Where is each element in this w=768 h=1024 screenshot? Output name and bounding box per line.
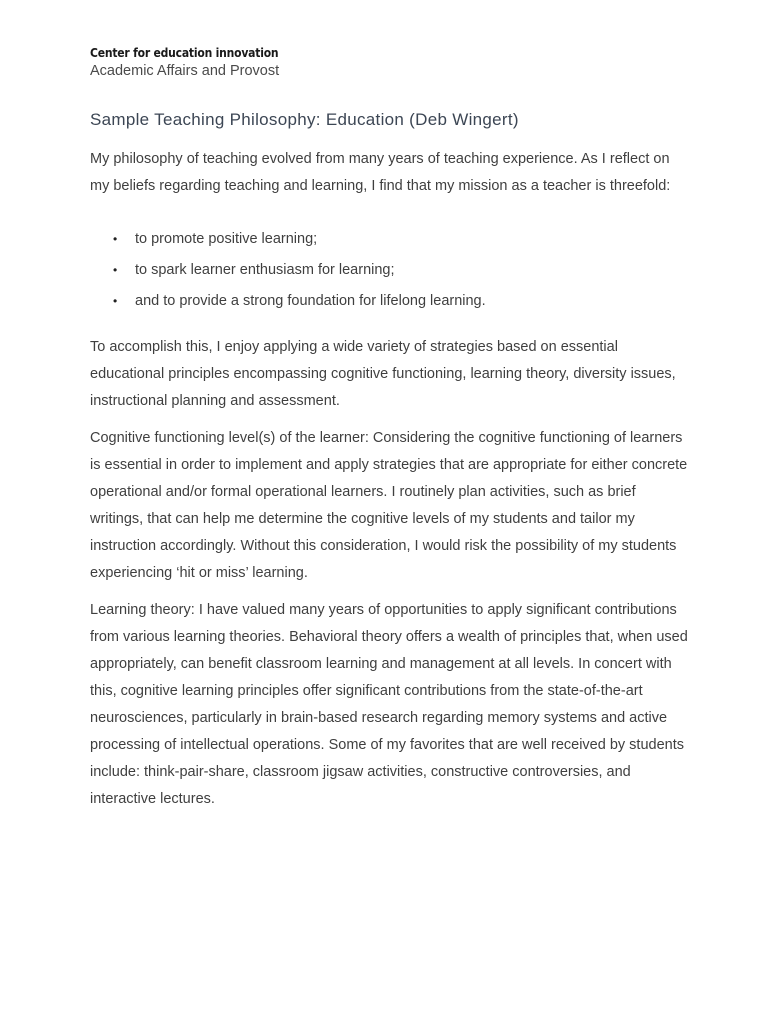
organization-name: Center for education innovation — [90, 46, 279, 60]
list-item — [90, 255, 690, 286]
intro-paragraph: My philosophy of teaching evolved from many years of teaching experience. As I reflect on my beliefs regarding teaching and learning, I find that my mission as a teacher is threefold: — [90, 151, 671, 194]
document-page — [90, 44, 690, 813]
list-item-text: and to provide a strong foundation for lifelong learning. — [135, 293, 486, 309]
mission-list — [90, 224, 690, 317]
list-item — [90, 224, 690, 255]
document-title: Sample Teaching Philosophy: Education (Deb Wingert) — [90, 110, 519, 129]
department-name: Academic Affairs and Provost — [90, 63, 280, 79]
cognitive-functioning-paragraph: Cognitive functioning level(s) of the learner: Considering the cognitive functioning of learners is essential in order to implement and apply strategies that are appropriate for either concrete operational and/or formal operational learners. I routinely plan activities, such as brief writings, that can help me determine the cognitive levels of my students and tailor my instruction accordingly. Without this consideration, I would risk the possibility of my students experiencing ‘hit or miss’ learning. — [90, 430, 688, 581]
list-item-text: to promote positive learning; — [135, 231, 318, 247]
bullet-icon: • — [113, 263, 118, 277]
list-item-text: to spark learner enthusiasm for learning; — [135, 262, 395, 278]
bullet-icon: • — [113, 294, 118, 308]
list-item — [90, 286, 690, 317]
bullet-icon: • — [113, 232, 118, 246]
learning-theory-paragraph: Learning theory: I have valued many years of opportunities to apply significant contributions from various learning theories. Behavioral theory offers a wealth of principles that, when used appropriately, can benefit classroom learning and management at all levels. In concert with this, cognitive learning principles offer significant contributions from the state-of-the-art neurosciences, particularly in brain-based research regarding memory systems and active processing of intellectual operations. Some of my favorites that are well received by students include: think-pair-share, classroom jigsaw activities, constructive controversies, and interactive lectures. — [90, 602, 688, 807]
strategies-paragraph: To accomplish this, I enjoy applying a wide variety of strategies based on essential educational principles encompassing cognitive functioning, learning theory, diversity issues, instructional planning and assessment. — [90, 339, 676, 409]
